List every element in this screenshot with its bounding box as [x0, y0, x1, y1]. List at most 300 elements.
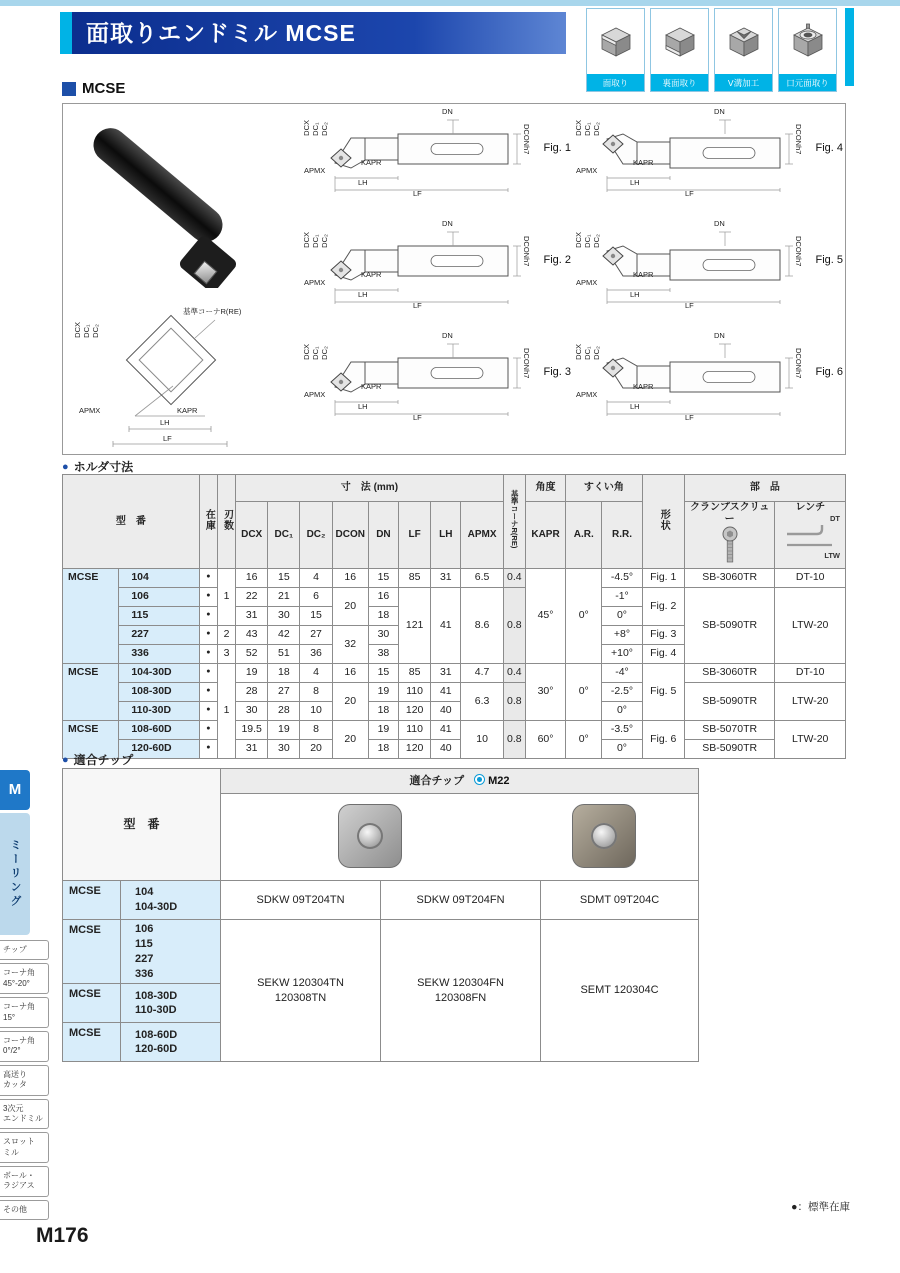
table-cell: 31 — [236, 739, 268, 758]
column-header: LF — [399, 502, 431, 569]
holder-section-title — [62, 458, 133, 475]
hole-chamfer-icon — [779, 9, 836, 74]
column-header: 角度 — [525, 475, 565, 502]
table-cell: 108-60D 120-60D — [121, 1023, 221, 1062]
table-cell: SB-5090TR — [684, 587, 775, 663]
table-cell: ● — [199, 644, 217, 663]
dcx-label: DCX — [302, 344, 311, 360]
m22-label: M22 — [488, 774, 510, 787]
chip-table-title — [221, 769, 699, 794]
table-cell: 108-30D — [119, 682, 200, 701]
section-marker — [62, 82, 76, 96]
table-cell: 27 — [300, 625, 332, 644]
figure — [573, 106, 843, 216]
dcon-label: DCONh7 — [794, 236, 803, 267]
sidebar-item[interactable]: チップ — [0, 940, 49, 960]
sidebar-item[interactable]: その他 — [0, 1200, 49, 1220]
table-cell: 1 — [217, 663, 235, 758]
insert-photos-cell — [221, 794, 699, 881]
lh-label: LH — [630, 290, 640, 299]
table-cell: -4.5° — [602, 568, 642, 587]
sidebar-item[interactable]: 高送り カッタ — [0, 1065, 49, 1096]
figure — [573, 330, 843, 440]
figure-number: Fig. 2 — [543, 254, 571, 266]
table-cell: 85 — [399, 568, 431, 587]
table-cell: 0° — [566, 720, 602, 758]
table-cell: MCSE — [63, 984, 121, 1023]
table-cell: 41 — [431, 587, 461, 663]
dcx-label: DCX — [574, 344, 583, 360]
diameter-labels — [302, 232, 329, 248]
diameter-labels — [302, 344, 329, 360]
table-cell: ● — [199, 739, 217, 758]
process-label: V溝加工 — [715, 74, 772, 91]
table-cell: 3 — [217, 644, 235, 663]
figure — [301, 106, 571, 216]
diameter-labels — [574, 344, 601, 360]
section-title-text: 適合チップ — [73, 753, 134, 767]
column-header: 型 番 — [63, 475, 200, 569]
table-row — [63, 682, 846, 701]
kapr-label: KAPR — [633, 382, 654, 391]
table-cell: MCSE — [63, 568, 119, 663]
lh-label: LH — [358, 178, 368, 187]
dcon-label: DCONh7 — [522, 124, 531, 155]
table-cell: 8.6 — [461, 587, 503, 663]
dcx-label: DCX — [302, 120, 311, 136]
table-cell: ● — [199, 720, 217, 739]
sidebar-tab-list — [0, 940, 47, 1223]
kapr-label: KAPR — [361, 382, 382, 391]
table-cell: LTW-20 — [775, 682, 846, 720]
table-cell: 31 — [431, 663, 461, 682]
table-cell: Fig. 1 — [642, 568, 684, 587]
table-cell: 121 — [399, 587, 431, 663]
table-cell: MCSE — [63, 663, 119, 720]
table-cell: 8 — [300, 682, 332, 701]
table-cell: 15 — [368, 663, 398, 682]
table-cell: 30 — [368, 625, 398, 644]
table-cell: LTW-20 — [775, 587, 846, 663]
page-title-bar — [60, 12, 566, 54]
table-cell: 30 — [268, 606, 300, 625]
column-header: 刃数 — [217, 475, 235, 569]
table-cell: 104-30D — [119, 663, 200, 682]
table-cell: SB-5090TR — [684, 739, 775, 758]
table-cell: ● — [199, 701, 217, 720]
table-cell: 16 — [236, 568, 268, 587]
table-cell: SDKW 09T204TN — [221, 881, 381, 920]
diameter-labels — [574, 120, 601, 136]
column-header: 寸 法 (mm) — [236, 475, 504, 502]
table-cell: 38 — [368, 644, 398, 663]
dn-label: DN — [714, 219, 725, 228]
table-cell: 19 — [368, 720, 398, 739]
figure-number: Fig. 5 — [815, 254, 843, 266]
table-cell: 40 — [431, 701, 461, 720]
table-cell: SEKW 120304TN 120308TN — [221, 920, 381, 1062]
column-header: LH — [431, 502, 461, 569]
table-cell: 120-60D — [119, 739, 200, 758]
table-cell: ● — [199, 587, 217, 606]
apmx-label: APMX — [79, 406, 101, 415]
figure-number: Fig. 1 — [543, 142, 571, 154]
lh-label: LH — [630, 402, 640, 411]
table-cell: Fig. 6 — [642, 720, 684, 758]
table-cell: 19 — [268, 720, 300, 739]
table-cell: 2 — [217, 625, 235, 644]
insert-photo-carbide — [572, 804, 636, 868]
table-cell: SB-5090TR — [684, 682, 775, 720]
table-cell: 41 — [431, 720, 461, 739]
table-cell: 120 — [399, 701, 431, 720]
table-cell: 30 — [236, 701, 268, 720]
dc2-label: DC₂ — [91, 324, 100, 338]
lf-label: LF — [685, 189, 694, 198]
table-cell: 0° — [602, 606, 642, 625]
figure-number: Fig. 6 — [815, 366, 843, 378]
lf-label: LF — [163, 434, 172, 443]
table-cell: 6.5 — [461, 568, 503, 587]
table-row — [63, 920, 699, 984]
dn-label: DN — [442, 107, 453, 116]
sidebar-category-milling[interactable] — [0, 813, 30, 935]
insert-compatibility-table — [62, 768, 699, 1062]
chip-title-text: 適合チップ — [409, 774, 465, 787]
figure — [301, 218, 571, 328]
table-cell: 28 — [268, 701, 300, 720]
insert-diagram — [65, 294, 295, 449]
holder-dimensions-table — [62, 474, 846, 759]
table-cell: 18 — [368, 739, 398, 758]
section-bullet: ● — [62, 460, 69, 473]
table-cell: Fig. 2 — [642, 587, 684, 625]
table-cell: 227 — [119, 625, 200, 644]
back-chamfer-icon — [651, 9, 708, 74]
table-cell: 115 — [119, 606, 200, 625]
dc1-label: DC₁ — [583, 234, 592, 248]
column-header: クランプスクリュー — [684, 502, 775, 569]
sidebar-item[interactable]: スロット ミル — [0, 1132, 49, 1163]
dc1-label: DC₁ — [583, 122, 592, 136]
column-header: R.R. — [602, 502, 642, 569]
v-groove-icon — [715, 9, 772, 74]
table-cell: SDKW 09T204FN — [381, 881, 541, 920]
dc1-label: DC₁ — [82, 324, 91, 338]
table-cell: -3.5° — [602, 720, 642, 739]
table-cell: 20 — [300, 739, 332, 758]
table-cell: 60° — [525, 720, 565, 758]
table-cell: ● — [199, 568, 217, 587]
column-header: APMX — [461, 502, 503, 569]
table-cell: 16 — [332, 663, 368, 682]
table-cell: MCSE — [63, 920, 121, 984]
table-cell: SDMT 09T204C — [541, 881, 699, 920]
title-accent-bar — [60, 12, 72, 54]
dn-label: DN — [442, 331, 453, 340]
figure — [301, 330, 571, 440]
table-cell: 108-60D — [119, 720, 200, 739]
kapr-label: KAPR — [177, 406, 198, 415]
apmx-label: APMX — [304, 390, 326, 399]
table-cell: 19.5 — [236, 720, 268, 739]
table-cell: 15 — [368, 568, 398, 587]
table-row — [63, 739, 846, 758]
dc2-label: DC₂ — [592, 346, 601, 360]
dn-label: DN — [442, 219, 453, 228]
table-cell: 16 — [332, 568, 368, 587]
table-cell: -4° — [602, 663, 642, 682]
top-edge-strip — [0, 0, 900, 6]
dc1-label: DC₁ — [311, 122, 320, 136]
table-row — [63, 663, 846, 682]
table-cell: SEMT 120304C — [541, 920, 699, 1062]
table-cell: 10 — [461, 720, 503, 758]
process-icon-group — [586, 8, 837, 92]
table-cell: 20 — [332, 720, 368, 758]
table-cell: 0° — [602, 701, 642, 720]
lf-label: LF — [413, 413, 422, 422]
lf-label: LF — [413, 301, 422, 310]
apmx-label: APMX — [576, 390, 598, 399]
table-cell: 0° — [602, 739, 642, 758]
table-cell: 18 — [368, 606, 398, 625]
wrench-label-dt: DT — [830, 513, 840, 523]
table-cell: 15 — [300, 606, 332, 625]
table-cell: -2.5° — [602, 682, 642, 701]
dc2-label: DC₂ — [592, 234, 601, 248]
figure-panel — [62, 103, 846, 455]
tool-shank — [87, 121, 230, 249]
table-cell: DT-10 — [775, 663, 846, 682]
dc1-label: DC₁ — [311, 234, 320, 248]
table-cell: Fig. 4 — [642, 644, 684, 663]
series-name: MCSE — [82, 80, 126, 97]
lf-label: LF — [685, 301, 694, 310]
table-cell: 41 — [431, 682, 461, 701]
table-cell: SB-3060TR — [684, 663, 775, 682]
process-chamfer — [586, 8, 645, 92]
insert-photo-square — [338, 804, 402, 868]
section-title-text: ホルダ寸法 — [73, 460, 134, 474]
sidebar-item[interactable]: コーナ角 15° — [0, 997, 49, 1028]
table-row — [63, 881, 699, 920]
table-cell: Fig. 3 — [642, 625, 684, 644]
chip-section-title — [62, 751, 133, 768]
table-cell: 32 — [332, 625, 368, 663]
dcon-label: DCONh7 — [794, 124, 803, 155]
lh-label: LH — [358, 290, 368, 299]
sidebar-item[interactable]: コーナ角 0°/2° — [0, 1031, 49, 1062]
table-cell: 19 — [236, 663, 268, 682]
right-edge-strip — [845, 8, 854, 86]
table-row — [63, 720, 846, 739]
process-label: 裏面取り — [651, 74, 708, 91]
table-cell: 0° — [566, 568, 602, 663]
table-cell: 31 — [431, 568, 461, 587]
table-cell: 18 — [268, 663, 300, 682]
table-cell: 1 — [217, 568, 235, 625]
table-cell: 52 — [236, 644, 268, 663]
table-cell: 336 — [119, 644, 200, 663]
table-cell: 106 — [119, 587, 200, 606]
figure-grid — [301, 106, 843, 450]
sidebar-item[interactable]: コーナ角 45°-20° — [0, 963, 49, 994]
column-header: KAPR — [525, 502, 565, 569]
table-row — [63, 568, 846, 587]
table-cell: MCSE — [63, 881, 121, 920]
diameter-labels — [302, 120, 329, 136]
kapr-label: KAPR — [633, 270, 654, 279]
table-cell: 27 — [268, 682, 300, 701]
table-cell: MCSE — [63, 720, 119, 758]
table-cell: 20 — [332, 682, 368, 720]
table-cell: +8° — [602, 625, 642, 644]
table-cell: 110 — [399, 720, 431, 739]
chamfer-icon — [587, 9, 644, 74]
column-header: A.R. — [566, 502, 602, 569]
table-cell: 19 — [368, 682, 398, 701]
figure-number: Fig. 3 — [543, 366, 571, 378]
table-cell: SEKW 120304FN 120308FN — [381, 920, 541, 1062]
table-cell: 104 — [119, 568, 200, 587]
table-cell: ● — [199, 682, 217, 701]
table-cell: 20 — [332, 587, 368, 625]
apmx-label: APMX — [304, 278, 326, 287]
dcx-label: DCX — [73, 322, 82, 338]
table-cell: 43 — [236, 625, 268, 644]
table-cell: 110-30D — [119, 701, 200, 720]
diameter-labels — [574, 232, 601, 248]
table-cell: 42 — [268, 625, 300, 644]
ltw-wrench-icon — [785, 541, 835, 549]
column-header: DN — [368, 502, 398, 569]
table-cell: DT-10 — [775, 568, 846, 587]
table-cell: LTW-20 — [775, 720, 846, 758]
apmx-label: APMX — [304, 166, 326, 175]
column-header: DC₁ — [268, 502, 300, 569]
column-header: DCX — [236, 502, 268, 569]
dcx-label: DCX — [574, 120, 583, 136]
column-header: DCON — [332, 502, 368, 569]
dcx-label: DCX — [302, 232, 311, 248]
sidebar-category-label: ミーリング — [9, 839, 21, 909]
process-v-groove — [714, 8, 773, 92]
column-header: DC₂ — [300, 502, 332, 569]
table-cell: 0° — [566, 663, 602, 720]
lh-label: LH — [358, 402, 368, 411]
table-cell: Fig. 5 — [642, 663, 684, 720]
table-cell: SB-5070TR — [684, 720, 775, 739]
page-title: 面取りエンドミル MCSE — [86, 20, 356, 46]
table-cell: 40 — [431, 739, 461, 758]
apmx-label: APMX — [576, 278, 598, 287]
dc2-label: DC₂ — [320, 234, 329, 248]
table-cell: 22 — [236, 587, 268, 606]
table-cell: 45° — [525, 568, 565, 663]
kapr-label: KAPR — [361, 270, 382, 279]
table-cell: 36 — [300, 644, 332, 663]
table-cell: 15 — [268, 568, 300, 587]
wrench-label-ltw: LTW — [824, 551, 840, 561]
process-hole-chamfer — [778, 8, 837, 92]
dc2-label: DC₂ — [320, 122, 329, 136]
process-label: 面取り — [587, 74, 644, 91]
dcx-label: DCX — [574, 232, 583, 248]
diameter-labels — [73, 322, 100, 338]
table-cell: 85 — [399, 663, 431, 682]
table-cell: 18 — [368, 701, 398, 720]
dcon-label: DCONh7 — [794, 348, 803, 379]
table-cell: 10 — [300, 701, 332, 720]
dt-wrench-icon — [785, 523, 835, 537]
lf-label: LF — [685, 413, 694, 422]
column-header: 部 品 — [684, 475, 845, 502]
table-cell: 4 — [300, 663, 332, 682]
table-cell: 0.4 — [503, 568, 525, 587]
dc1-label: DC₁ — [311, 346, 320, 360]
column-header: 在庫 — [199, 475, 217, 569]
dn-label: DN — [714, 331, 725, 340]
dc1-label: DC₁ — [583, 346, 592, 360]
table-cell: 120 — [399, 739, 431, 758]
table-cell: 16 — [368, 587, 398, 606]
apmx-label: APMX — [576, 166, 598, 175]
wrench-photo — [776, 515, 844, 561]
process-label: 口元面取り — [779, 74, 836, 91]
sidebar-item[interactable]: 3次元 エンドミル — [0, 1099, 49, 1130]
table-cell: 104 104-30D — [121, 881, 221, 920]
table-cell: 4.7 — [461, 663, 503, 682]
table-cell: 30 — [268, 739, 300, 758]
table-cell: ● — [199, 606, 217, 625]
process-back-chamfer — [650, 8, 709, 92]
column-header: 基準コーナR(RE) — [503, 475, 525, 569]
dcon-label: DCONh7 — [522, 348, 531, 379]
product-photo — [69, 110, 249, 288]
table-cell: 6 — [300, 587, 332, 606]
stock-legend: ●：標準在庫 — [791, 1201, 850, 1213]
table-cell: -1° — [602, 587, 642, 606]
table-cell: MCSE — [63, 1023, 121, 1062]
table-cell: 0.8 — [503, 682, 525, 720]
kapr-label: KAPR — [633, 158, 654, 167]
dc2-label: DC₂ — [592, 122, 601, 136]
table-cell: SB-3060TR — [684, 568, 775, 587]
table-cell: ● — [199, 625, 217, 644]
lh-label: LH — [160, 418, 170, 427]
sidebar-item[interactable]: ボール・ ラジアス — [0, 1166, 49, 1197]
table-cell: 28 — [236, 682, 268, 701]
lh-label: LH — [630, 178, 640, 187]
table-cell: 31 — [236, 606, 268, 625]
model-column-header: 型 番 — [63, 769, 221, 881]
dcon-label: DCONh7 — [522, 236, 531, 267]
dc2-label: DC₂ — [320, 346, 329, 360]
column-header: すくい角 — [566, 475, 642, 502]
section-bullet: ● — [62, 753, 69, 766]
table-cell: +10° — [602, 644, 642, 663]
table-cell: 106 115 227 336 — [121, 920, 221, 984]
sidebar-index-m[interactable]: M — [0, 770, 30, 810]
table-cell: 0.8 — [503, 720, 525, 758]
table-row — [63, 587, 846, 606]
figure-number: Fig. 4 — [815, 142, 843, 154]
table-cell: 21 — [268, 587, 300, 606]
table-cell: 0.4 — [503, 663, 525, 682]
lf-label: LF — [413, 189, 422, 198]
kapr-label: KAPR — [361, 158, 382, 167]
